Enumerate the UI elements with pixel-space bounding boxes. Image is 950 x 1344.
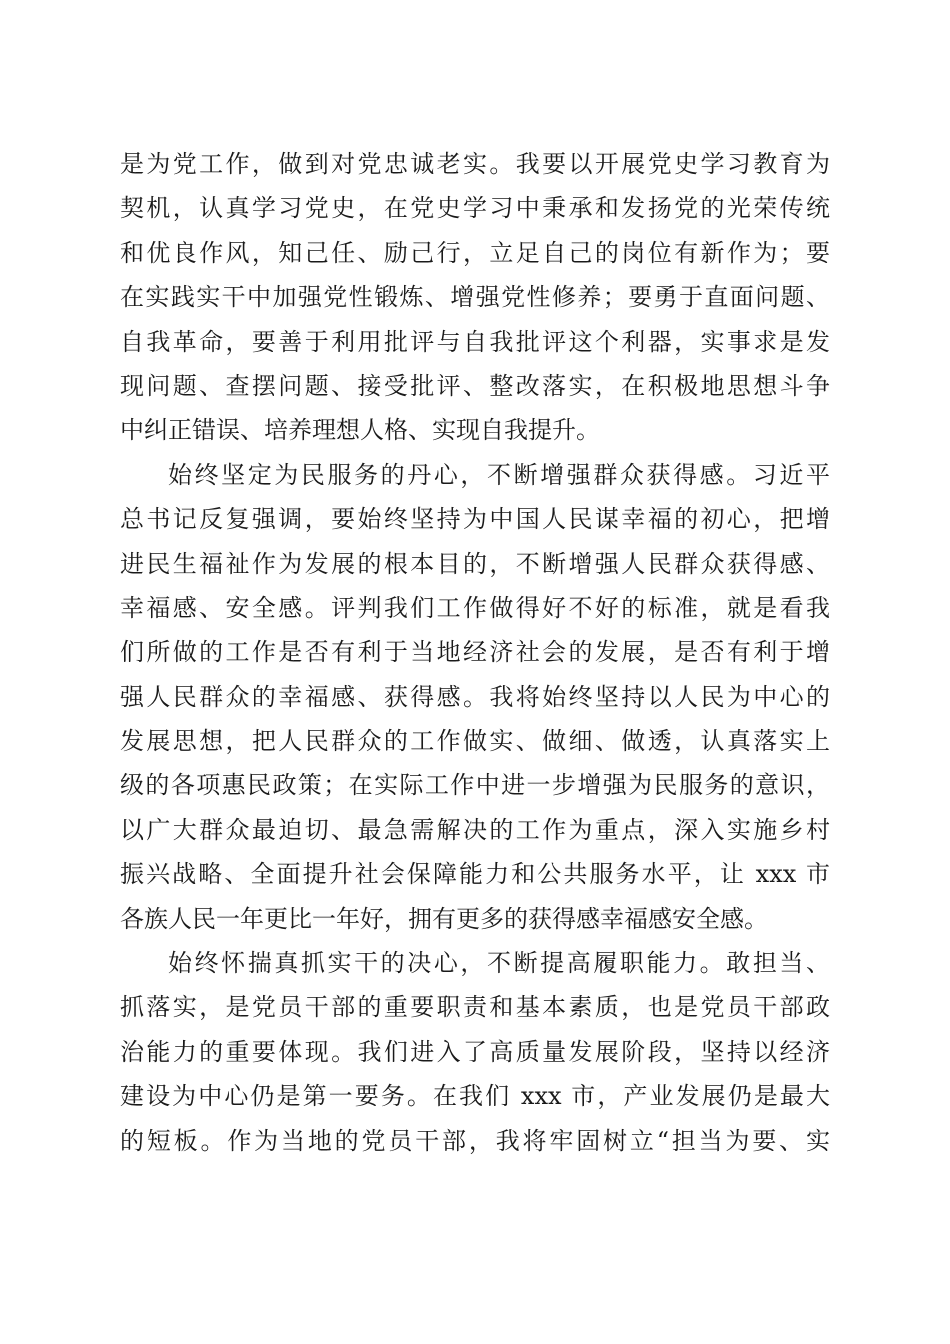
- text-line: 发展思想，把人民群众的工作做实、做细、做透，认真落实上: [120, 727, 830, 756]
- text-line: 现问题、查摆问题、接受批评、整改落实，在积极地思想斗争: [120, 371, 830, 400]
- text-line: 是为党工作，做到对党忠诚老实。我要以开展党史学习教育为: [120, 150, 830, 178]
- text-line: 各族人民一年更比一年好，拥有更多的获得感幸福感安全感。: [120, 904, 768, 933]
- text-line: 中纠正错误、培养理想人格、实现自我提升。: [120, 416, 600, 445]
- text-line: 的短板。作为当地的党员干部，我将牢固树立“担当为要、实: [120, 1126, 830, 1155]
- text-line: 契机，认真学习党史，在党史学习中秉承和发扬党的光荣传统: [120, 194, 830, 223]
- text-line: 强人民群众的幸福感、获得感。我将始终坚持以人民为中心的: [120, 682, 830, 711]
- body-text: [120, 142, 830, 1163]
- text-line: 进民生福祉作为发展的根本目的，不断增强人民群众获得感、: [120, 549, 830, 578]
- text-line: 在实践实干中加强党性锻炼、增强党性修养；要勇于直面问题、: [120, 283, 830, 312]
- text-line: 抓落实，是党员干部的重要职责和基本素质，也是党员干部政: [120, 993, 830, 1022]
- text-line: 级的各项惠民政策；在实际工作中进一步增强为民服务的意识，: [120, 771, 830, 800]
- text-line: 建设为中心仍是第一要务。在我们 xxx 市，产业发展仍是最大: [120, 1082, 830, 1111]
- paragraph-first-line: 始终怀揣真抓实干的决心，不断提高履职能力。敢担当、: [168, 949, 830, 978]
- text-line: 以广大群众最迫切、最急需解决的工作为重点，深入实施乡村: [120, 815, 830, 844]
- text-line: 和优良作风，知己任、励己行，立足自己的岗位有新作为；要: [120, 238, 830, 267]
- text-line: 自我革命，要善于利用批评与自我批评这个利器，实事求是发: [120, 327, 830, 356]
- text-line: 总书记反复强调，要始终坚持为中国人民谋幸福的初心，把增: [120, 505, 830, 534]
- text-line: 幸福感、安全感。评判我们工作做得好不好的标准，就是看我: [120, 593, 830, 622]
- text-line: 振兴战略、全面提升社会保障能力和公共服务水平，让 xxx 市: [120, 860, 830, 889]
- paragraph-first-line: 始终坚定为民服务的丹心，不断增强群众获得感。习近平: [168, 460, 830, 489]
- text-line: 们所做的工作是否有利于当地经济社会的发展，是否有利于增: [120, 638, 830, 667]
- text-line: 治能力的重要体现。我们进入了高质量发展阶段，坚持以经济: [120, 1037, 830, 1066]
